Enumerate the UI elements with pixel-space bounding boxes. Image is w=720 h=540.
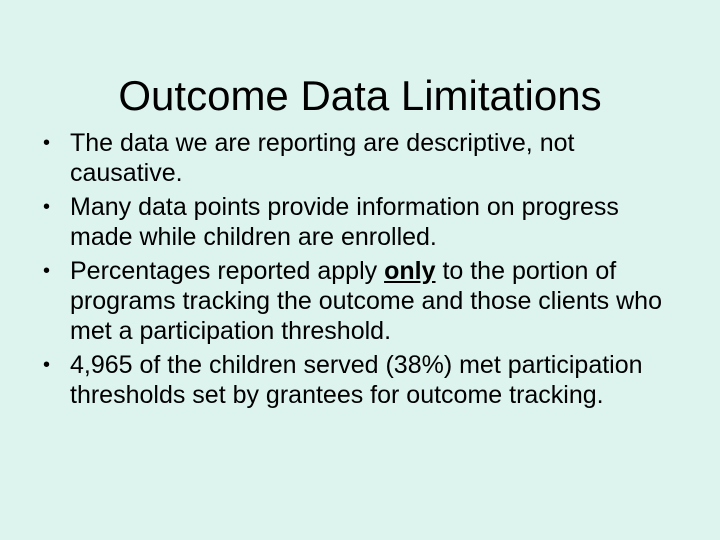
bullet-list: [40, 128, 680, 414]
bullet-marker: •: [43, 196, 51, 218]
bullet-item: [40, 350, 680, 410]
bullet-marker: •: [43, 354, 51, 376]
bullet-item: [40, 256, 680, 346]
bullet-item: [40, 128, 680, 188]
bullet-text: 4,965 of the children served (38%) met participation thresholds set by grantees for outcome tracking.: [70, 351, 643, 409]
bullet-text: Many data points provide information on progress made while children are enrolled.: [70, 193, 619, 251]
bullet-text-after: to the portion of programs tracking the outcome and those clients who met a participation threshold.: [70, 257, 662, 345]
emphasized-word: only: [384, 257, 436, 285]
bullet-marker: •: [43, 260, 51, 282]
slide-title: Outcome Data Limitations: [118, 72, 602, 120]
bullet-text: The data we are reporting are descriptive, not causative.: [70, 129, 575, 187]
bullet-marker: •: [43, 132, 51, 154]
bullet-text-before: Percentages reported apply: [70, 257, 385, 285]
bullet-item: [40, 192, 680, 252]
